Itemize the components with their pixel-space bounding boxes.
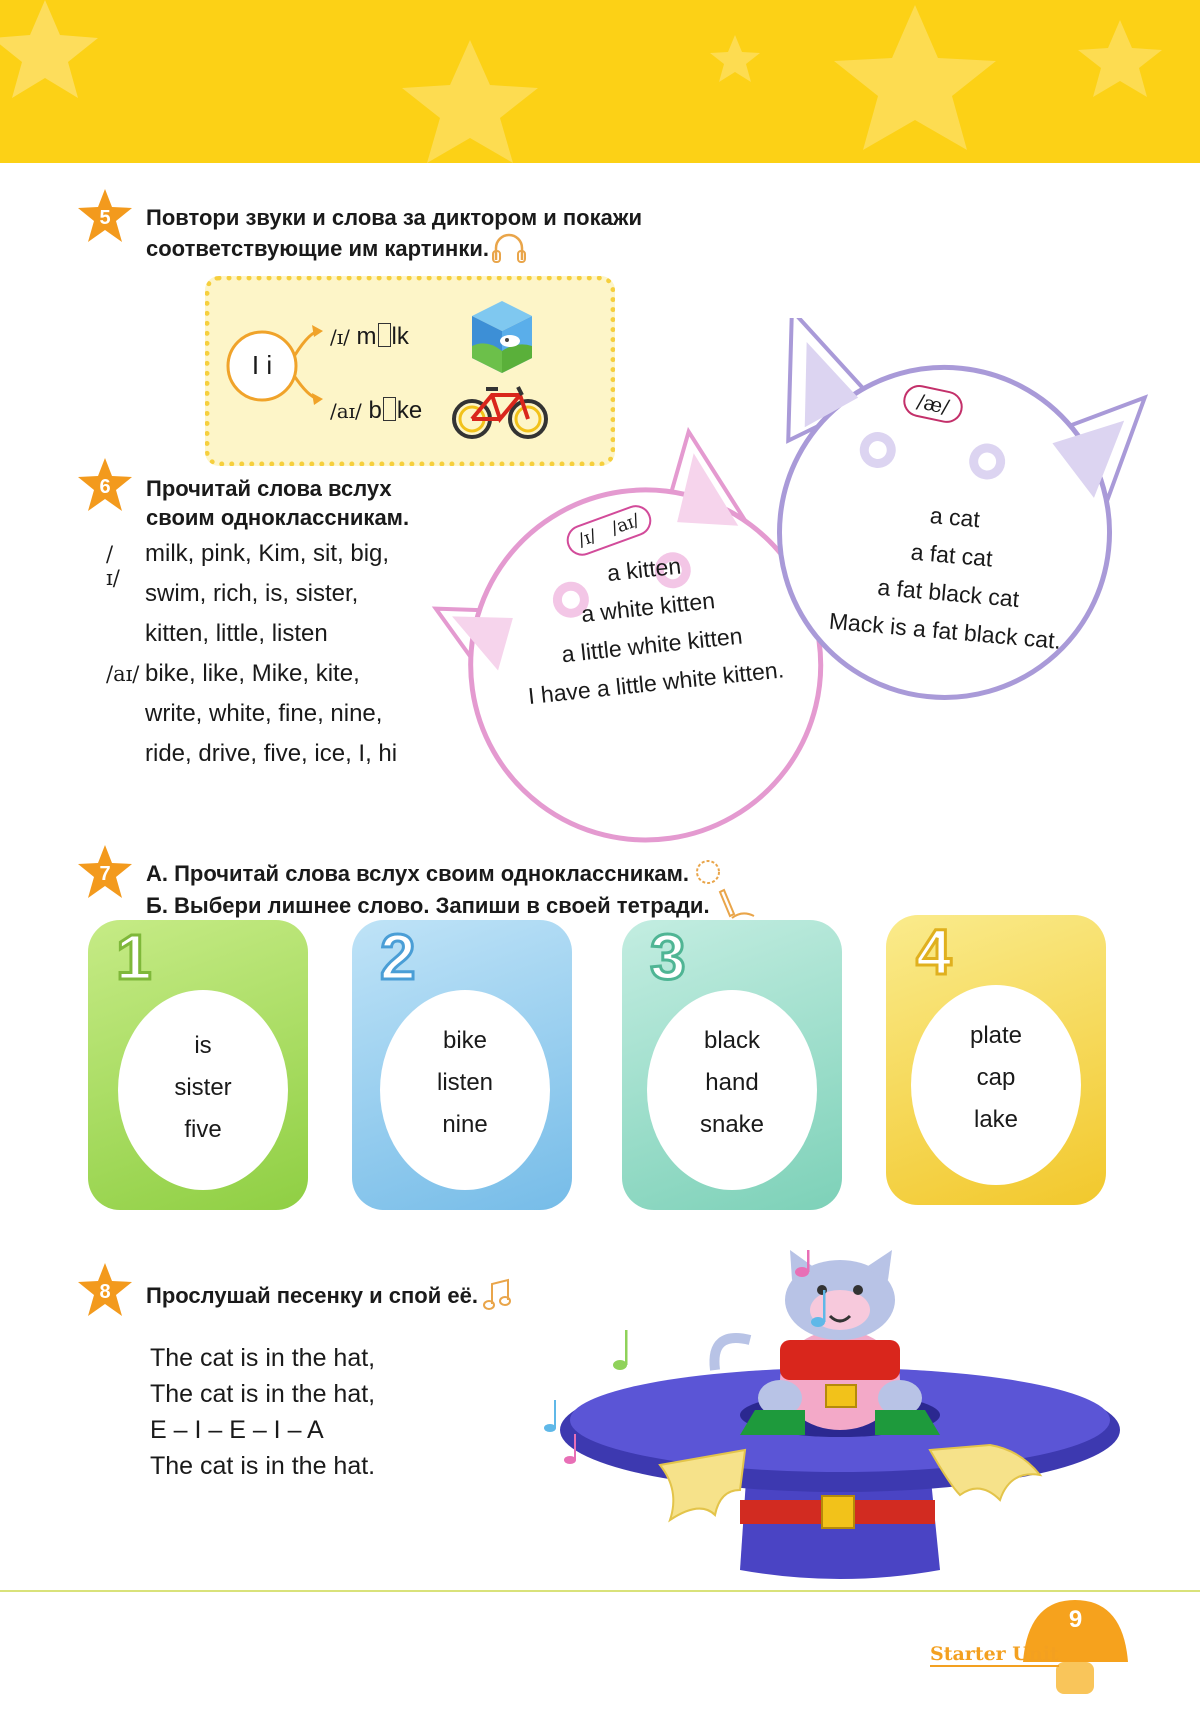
cat-line: Mack is a fat black cat. [828,607,1063,654]
kitten-line: I have a little white kitten. [526,656,786,710]
page-number: 9 [1068,1606,1083,1633]
card-number: 3 [650,921,686,993]
cat-line: a fat black cat [876,573,1021,613]
card-word: bike [442,1027,488,1054]
song-lyrics [150,1340,550,1484]
card-number: 2 [380,921,416,993]
task7-number-badge: 7 [75,843,135,903]
task7-title [146,858,866,922]
kitten-line: a white kitten [579,587,717,628]
header-band [0,0,1200,163]
purple-cat-sound: /æ/ [900,382,966,426]
phonics-row-milk: /ɪ/ m lk [330,323,409,350]
phonics-letter: I i [251,350,273,380]
song-line: The cat is in the hat, [150,1380,376,1408]
card-word: listen [436,1069,494,1096]
word-line: kitten, little, listen [145,620,328,647]
card-word: plate [969,1022,1023,1049]
word-line: write, white, fine, nine, [145,700,383,727]
kitten-line: a kitten [605,552,683,587]
music-note-icon [482,1278,514,1312]
word-line: milk, pink, Kim, sit, big, [145,540,390,567]
card-word: lake [973,1106,1019,1133]
sound2-symbol: /aɪ/ [106,662,140,686]
task5-title-line1: Повтори звуки и слова за диктором и покажи [146,205,642,230]
card-number: 1 [116,921,152,993]
unit-label: Starter Unit [930,1643,1059,1665]
cat-line: a fat cat [909,538,994,572]
pencil-icon [714,888,758,922]
card-word: is [194,1032,212,1059]
task5-number-badge: 5 [75,187,135,247]
word-card-3 [622,920,842,1210]
card-word: black [703,1027,761,1054]
cat-in-hat-illustration [540,1250,1140,1580]
kitten-line: a little white kitten [560,622,744,668]
sound1-symbol: /ɪ/ [106,542,120,590]
word-card-4 [886,915,1106,1205]
purple-cat-card [740,318,1160,738]
task6-title: Прочитай слова вслух своим одноклассникам. [146,476,410,530]
card-word: five [184,1116,222,1143]
task6-number-badge: 6 [75,456,135,516]
card-number: 4 [916,916,952,988]
task8-number-badge: 8 [75,1261,135,1321]
phonics-row-bike: /aɪ/ b ke [330,397,423,424]
card-word: cap [976,1064,1016,1091]
task5-title-line2: соответствующие им картинки. [146,235,489,261]
missing-letter-box [383,397,396,421]
footer-rule [0,1590,1200,1592]
pink-kitten-sounds: /ɪ/ /aɪ/ [562,501,655,560]
song-line: E – I – E – I – A [150,1416,324,1444]
word-card-1 [88,920,308,1210]
cat-line: a cat [928,502,981,533]
milk-carton-icon [462,291,542,376]
missing-letter-box [378,323,391,347]
card-word: nine [442,1111,488,1138]
card-word: hand [705,1069,759,1096]
song-line: The cat is in the hat. [150,1452,376,1480]
song-line: The cat is in the hat, [150,1344,376,1372]
task8-title: Прослушай песенку и спой её. [146,1278,514,1312]
task7-title-line2: Б. Выбери лишнее слово. Запиши в своей тетради. [146,892,710,918]
card-word: snake [699,1111,765,1138]
headphones-icon [491,232,527,264]
word-line: ride, drive, five, ice, I, hi [145,740,398,767]
word-card-2 [352,920,572,1210]
header-stars-decoration [0,0,1200,163]
word-line: bike, like, Mike, kite, [145,660,360,687]
card-word: sister [174,1074,232,1101]
task7-title-line1: А. Прочитай слова вслух своим одноклассникам. [146,860,689,886]
speech-bubble-icon [693,858,723,888]
word-line: swim, rich, is, sister, [145,580,359,607]
task5-title [146,203,846,264]
